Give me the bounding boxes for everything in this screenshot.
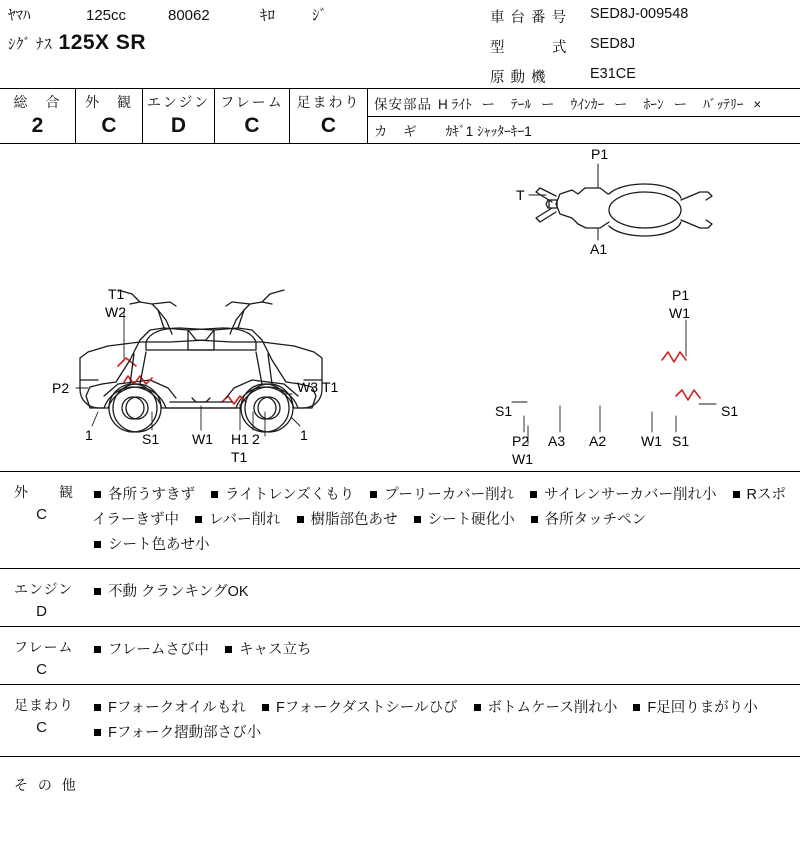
bullet-icon — [94, 704, 101, 711]
model-name: ｼｸﾞ ﾅｽ — [8, 36, 53, 53]
exterior-item-2: プーリーカバー削れ — [384, 487, 515, 503]
comment-grade-exterior: C — [36, 506, 48, 523]
keys-row — [368, 116, 800, 143]
comment-label-other — [0, 757, 92, 819]
diagram-label-2-left: 2 — [252, 431, 260, 447]
part-headlight-name: H ﾗｲﾄ — [438, 96, 472, 112]
comment-label-other-text: そ の 他 — [14, 777, 79, 793]
grade-frame-value: C — [244, 114, 260, 137]
diagram-label-w1-right2: W1 — [641, 433, 662, 449]
diagram-label-w1-right3: W1 — [512, 451, 533, 467]
comment-grade-engine: D — [36, 603, 48, 620]
part-taillight — [511, 93, 555, 113]
bullet-icon — [94, 646, 101, 653]
exterior-item-0: 各所うすきず — [108, 487, 195, 503]
comment-row-exterior — [0, 472, 800, 569]
diagram-label-w1-right: W1 — [669, 305, 690, 321]
chassis-number-row — [490, 6, 790, 27]
grade-exterior — [76, 89, 143, 143]
bullet-icon — [297, 516, 304, 523]
diagram-label-1-left: 1 — [85, 427, 93, 443]
bullet-icon — [211, 491, 218, 498]
grade-exterior-label: 外 観 — [85, 94, 133, 110]
mileage-unit: ｷﾛ — [260, 7, 276, 24]
safety-parts-block — [368, 89, 800, 143]
exterior-item-1: ライトレンズくもり — [225, 487, 355, 503]
safety-parts-row — [368, 89, 800, 116]
bullet-icon — [94, 541, 101, 548]
diagram-label-p2-right: P2 — [512, 433, 530, 449]
part-horn-mark: ー — [673, 96, 688, 112]
engine-label: 原 動 機 — [490, 70, 547, 86]
diagram-label-p2-left: P2 — [52, 380, 70, 396]
exterior-item-4: Rスポイラーきず中 — [92, 487, 787, 528]
header — [0, 0, 800, 89]
comment-text-exterior — [92, 472, 800, 568]
bullet-icon — [531, 516, 538, 523]
part-battery-name: ﾊﾞｯﾃﾘｰ — [703, 96, 744, 112]
comment-text-suspension — [92, 685, 800, 756]
exterior-item-3: サイレンサーカバー削れ小 — [544, 487, 717, 503]
grade-engine-label: エンジン — [146, 94, 211, 110]
diagram-label-s1-right-left: S1 — [495, 403, 513, 419]
bullet-icon — [94, 491, 101, 498]
displacement-label: 125cc — [86, 7, 127, 24]
comment-label-frame-text: フレーム — [14, 639, 74, 655]
diagram-label-a2-right: A2 — [589, 433, 607, 449]
engine-item-0: 不動 クランキングOK — [108, 584, 249, 600]
top-view-drawing — [536, 184, 712, 236]
diagram-label-t1-left3: T1 — [322, 379, 339, 395]
bullet-icon — [530, 491, 537, 498]
keys-label: カ ギ — [374, 124, 418, 139]
exterior-item-9: シート色あせ小 — [108, 537, 210, 553]
comment-text-other — [92, 757, 800, 819]
grade-engine — [143, 89, 215, 143]
suspension-item-0: Fフォークオイルもれ — [108, 700, 246, 716]
part-taillight-name: ﾃｰﾙ — [511, 96, 532, 112]
header-vehicle-line — [8, 4, 488, 25]
mileage-value: 80062 — [168, 7, 210, 24]
part-battery — [703, 93, 761, 113]
header-left — [8, 4, 488, 55]
engine-value: E31CE — [590, 66, 636, 82]
mileage-unit-2: ｼﾞ — [312, 7, 328, 24]
suspension-item-1: Fフォークダストシールひび — [275, 700, 458, 716]
grade-engine-value: D — [170, 114, 187, 137]
chassis-number-value: SED8J-009548 — [590, 6, 689, 22]
diagram-label-s1-right-right: S1 — [721, 403, 739, 419]
bullet-icon — [225, 646, 232, 653]
bullet-icon — [94, 729, 101, 736]
comment-text-frame — [92, 627, 800, 684]
grade-frame-label: フレーム — [220, 94, 284, 110]
diagram-label-p1-top: P1 — [591, 146, 609, 162]
diagram-label-a1-top: A1 — [590, 241, 608, 257]
diagram-label-s1-right2: S1 — [672, 433, 690, 449]
part-winker-name: ｳｲﾝｶｰ — [570, 96, 605, 112]
comment-grade-suspension: C — [36, 719, 48, 736]
part-headlight-mark: ー — [481, 96, 496, 112]
diagram-svg — [0, 144, 800, 470]
grades-band — [0, 89, 800, 144]
model-code: 125X — [58, 31, 110, 54]
exterior-item-6: 樹脂部色あせ — [310, 512, 398, 528]
header-right — [490, 6, 790, 96]
engine-row — [490, 66, 790, 87]
diagram-label-w1-left: W1 — [192, 431, 213, 447]
diagram-label-w3-left: W3 — [297, 379, 318, 395]
type-row — [490, 36, 790, 57]
bullet-icon — [94, 588, 101, 595]
exterior-item-8: 各所タッチペン — [544, 512, 647, 528]
comment-row-frame — [0, 627, 800, 685]
part-horn — [644, 93, 688, 113]
type-label: 型 式 — [490, 40, 568, 56]
comment-label-frame — [0, 627, 92, 684]
bullet-icon — [195, 516, 202, 523]
maker-label: ﾔﾏﾊ — [8, 7, 31, 24]
grade-suspension-label: 足まわり — [296, 94, 361, 110]
suspension-item-2: ボトムケース削れ小 — [487, 700, 618, 716]
diagram-label-1-left2: 1 — [300, 427, 308, 443]
grade-overall — [0, 89, 76, 143]
exterior-item-5: レバー削れ — [209, 512, 281, 528]
grade-exterior-value: C — [101, 114, 117, 137]
grade-frame — [215, 89, 290, 143]
grade-suspension-value: C — [320, 114, 337, 137]
part-battery-mark: × — [753, 96, 762, 112]
part-headlight — [438, 93, 495, 113]
bullet-icon — [633, 704, 640, 711]
frame-item-0: フレームさび中 — [108, 642, 209, 658]
bullet-icon — [733, 491, 740, 498]
part-winker-mark: ー — [614, 96, 628, 112]
model-grade: SR — [115, 31, 147, 54]
bullet-icon — [370, 491, 377, 498]
grade-suspension — [290, 89, 368, 143]
grade-overall-value: 2 — [31, 114, 44, 137]
suspension-item-4: Fフォーク摺動部さび小 — [108, 725, 262, 741]
comment-row-suspension — [0, 685, 800, 757]
diagram-label-t-top: T — [516, 187, 525, 203]
comment-grade-frame: C — [36, 661, 48, 678]
bullet-icon — [414, 516, 421, 523]
comment-label-suspension-text: 足まわり — [14, 697, 74, 713]
comment-label-suspension — [0, 685, 92, 756]
part-taillight-mark: ー — [541, 96, 555, 112]
comment-label-engine-text: エンジン — [14, 581, 74, 597]
type-value: SED8J — [590, 36, 636, 52]
comment-row-engine — [0, 569, 800, 627]
diagram-label-p1-right: P1 — [672, 287, 690, 303]
suspension-item-3: F足回りまがり小 — [647, 700, 758, 716]
diagram-label-s1-left: S1 — [142, 431, 160, 447]
safety-parts-label: 保安部品 — [374, 96, 432, 112]
chassis-number-label: 車 台 番 号 — [490, 10, 568, 26]
diagram-label-w2-left: W2 — [105, 304, 126, 320]
bullet-icon — [474, 704, 481, 711]
comment-label-exterior-text: 外 観 — [14, 484, 74, 500]
grade-overall-label: 総 合 — [13, 94, 62, 110]
diagram-label-h1-left: H1 — [231, 431, 249, 447]
diagram-label-t1-left: T1 — [108, 286, 125, 302]
part-horn-name: ﾎｰﾝ — [643, 96, 664, 112]
frame-item-1: キャス立ち — [238, 642, 312, 658]
comment-text-engine — [92, 569, 800, 626]
bullet-icon — [262, 704, 269, 711]
diagram-label-a3-right: A3 — [548, 433, 566, 449]
damage-diagram — [0, 144, 800, 472]
model-name-line — [8, 31, 488, 55]
keys-value: ｶｷﾞ1 ｼｬｯﾀｰｷｰ1 — [445, 124, 532, 139]
comment-row-other — [0, 757, 800, 819]
part-winker — [571, 93, 628, 113]
comment-label-exterior — [0, 472, 92, 568]
exterior-item-7: シート硬化小 — [427, 512, 515, 528]
diagram-label-t1-left2: T1 — [231, 449, 248, 465]
comment-label-engine — [0, 569, 92, 626]
